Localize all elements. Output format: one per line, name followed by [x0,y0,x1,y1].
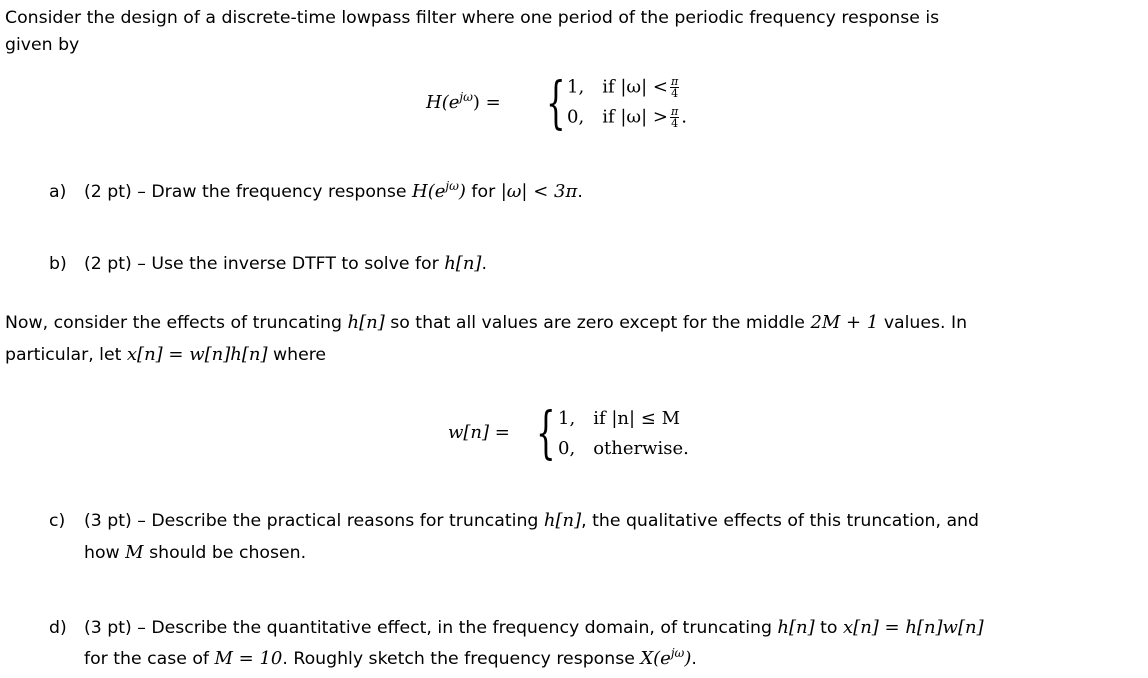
part-c-label: c) [49,511,66,531]
eq2-lhs: w[n] = [448,422,510,443]
part-b: b) (2 pt) – Use the inverse DTFT to solve for h[n]. [49,249,487,279]
part-b-text: (2 pt) – Use the inverse DTFT to solve for [84,254,439,274]
part-a: a) (2 pt) – Draw the frequency response $H(e^{j\omega})$ for |ω| < 3π. [49,177,583,207]
eq2-case-2: 0, otherwise. [558,438,689,459]
intro-text-1: Consider the design of a discrete-time lowpass filter where one period of the periodic frequency response is [5,8,940,28]
intro-text-2: given by [5,35,80,55]
part-b-label: b) [49,254,67,274]
eq1-brace: { [546,71,566,136]
eq2-brace: { [536,401,556,466]
truncation-line-1: Now, consider the effects of truncating h[n] so that all values are zero except for the middle 2M + 1 values. In [5,312,968,333]
part-d-math-m: M = 10 [214,648,283,669]
part-c-math-h: h[n] [543,510,582,531]
truncation-math-2m1: 2M + 1 [810,312,879,333]
part-c-line-2: how M should be chosen. [84,542,307,563]
part-a-math-omega: |ω| < 3π [500,181,578,202]
part-d-math-h: h[n] [777,617,815,638]
part-a-math-h: $H(e^{j\omega})$ [412,179,466,202]
part-d-math-X: $X(e^{j\omega})$ [640,646,692,669]
truncation-math-h: h[n] [347,312,385,333]
part-a-mid: for [471,182,496,202]
part-a-label: a) [49,182,67,202]
eq1-case-1: 1, if |ω| < $\frac{\pi}{4}$ [567,75,679,100]
intro-line-1 [5,5,1140,32]
eq2-case-1: 1, if |n| ≤ M [558,408,681,429]
truncation-line-2: particular, let x[n] = w[n]h[n] where [5,344,327,365]
part-a-text: (2 pt) – Draw the frequency response [84,182,407,202]
intro-line-2 [5,32,1140,59]
part-d-line-2: for the case of M = 10. Roughly sketch the frequency response $X(e^{j\omega})$. [84,646,697,669]
part-b-math-h: h[n] [444,253,482,274]
part-d: d) (3 pt) – Describe the quantitative effect, in the frequency domain, of truncating h[n] to x[n] = h[n]w[n] [49,613,984,643]
window-equation [448,402,768,472]
eq1-lhs: $H(e^{j\omega})$ = [426,90,501,113]
eq1-case-2: 0, if |ω| > $\frac{\pi}{4}$ . [567,105,687,130]
part-d-math-x: x[n] = h[n]w[n] [843,617,984,638]
part-c-math-m: M [125,542,144,563]
part-c: c) (3 pt) – Describe the practical reasons for truncating h[n], the qualitative effects of this truncation, and [49,506,979,536]
frequency-response-equation [426,72,746,142]
truncation-math-x: x[n] = w[n]h[n] [126,344,268,365]
part-d-label: d) [49,618,67,638]
